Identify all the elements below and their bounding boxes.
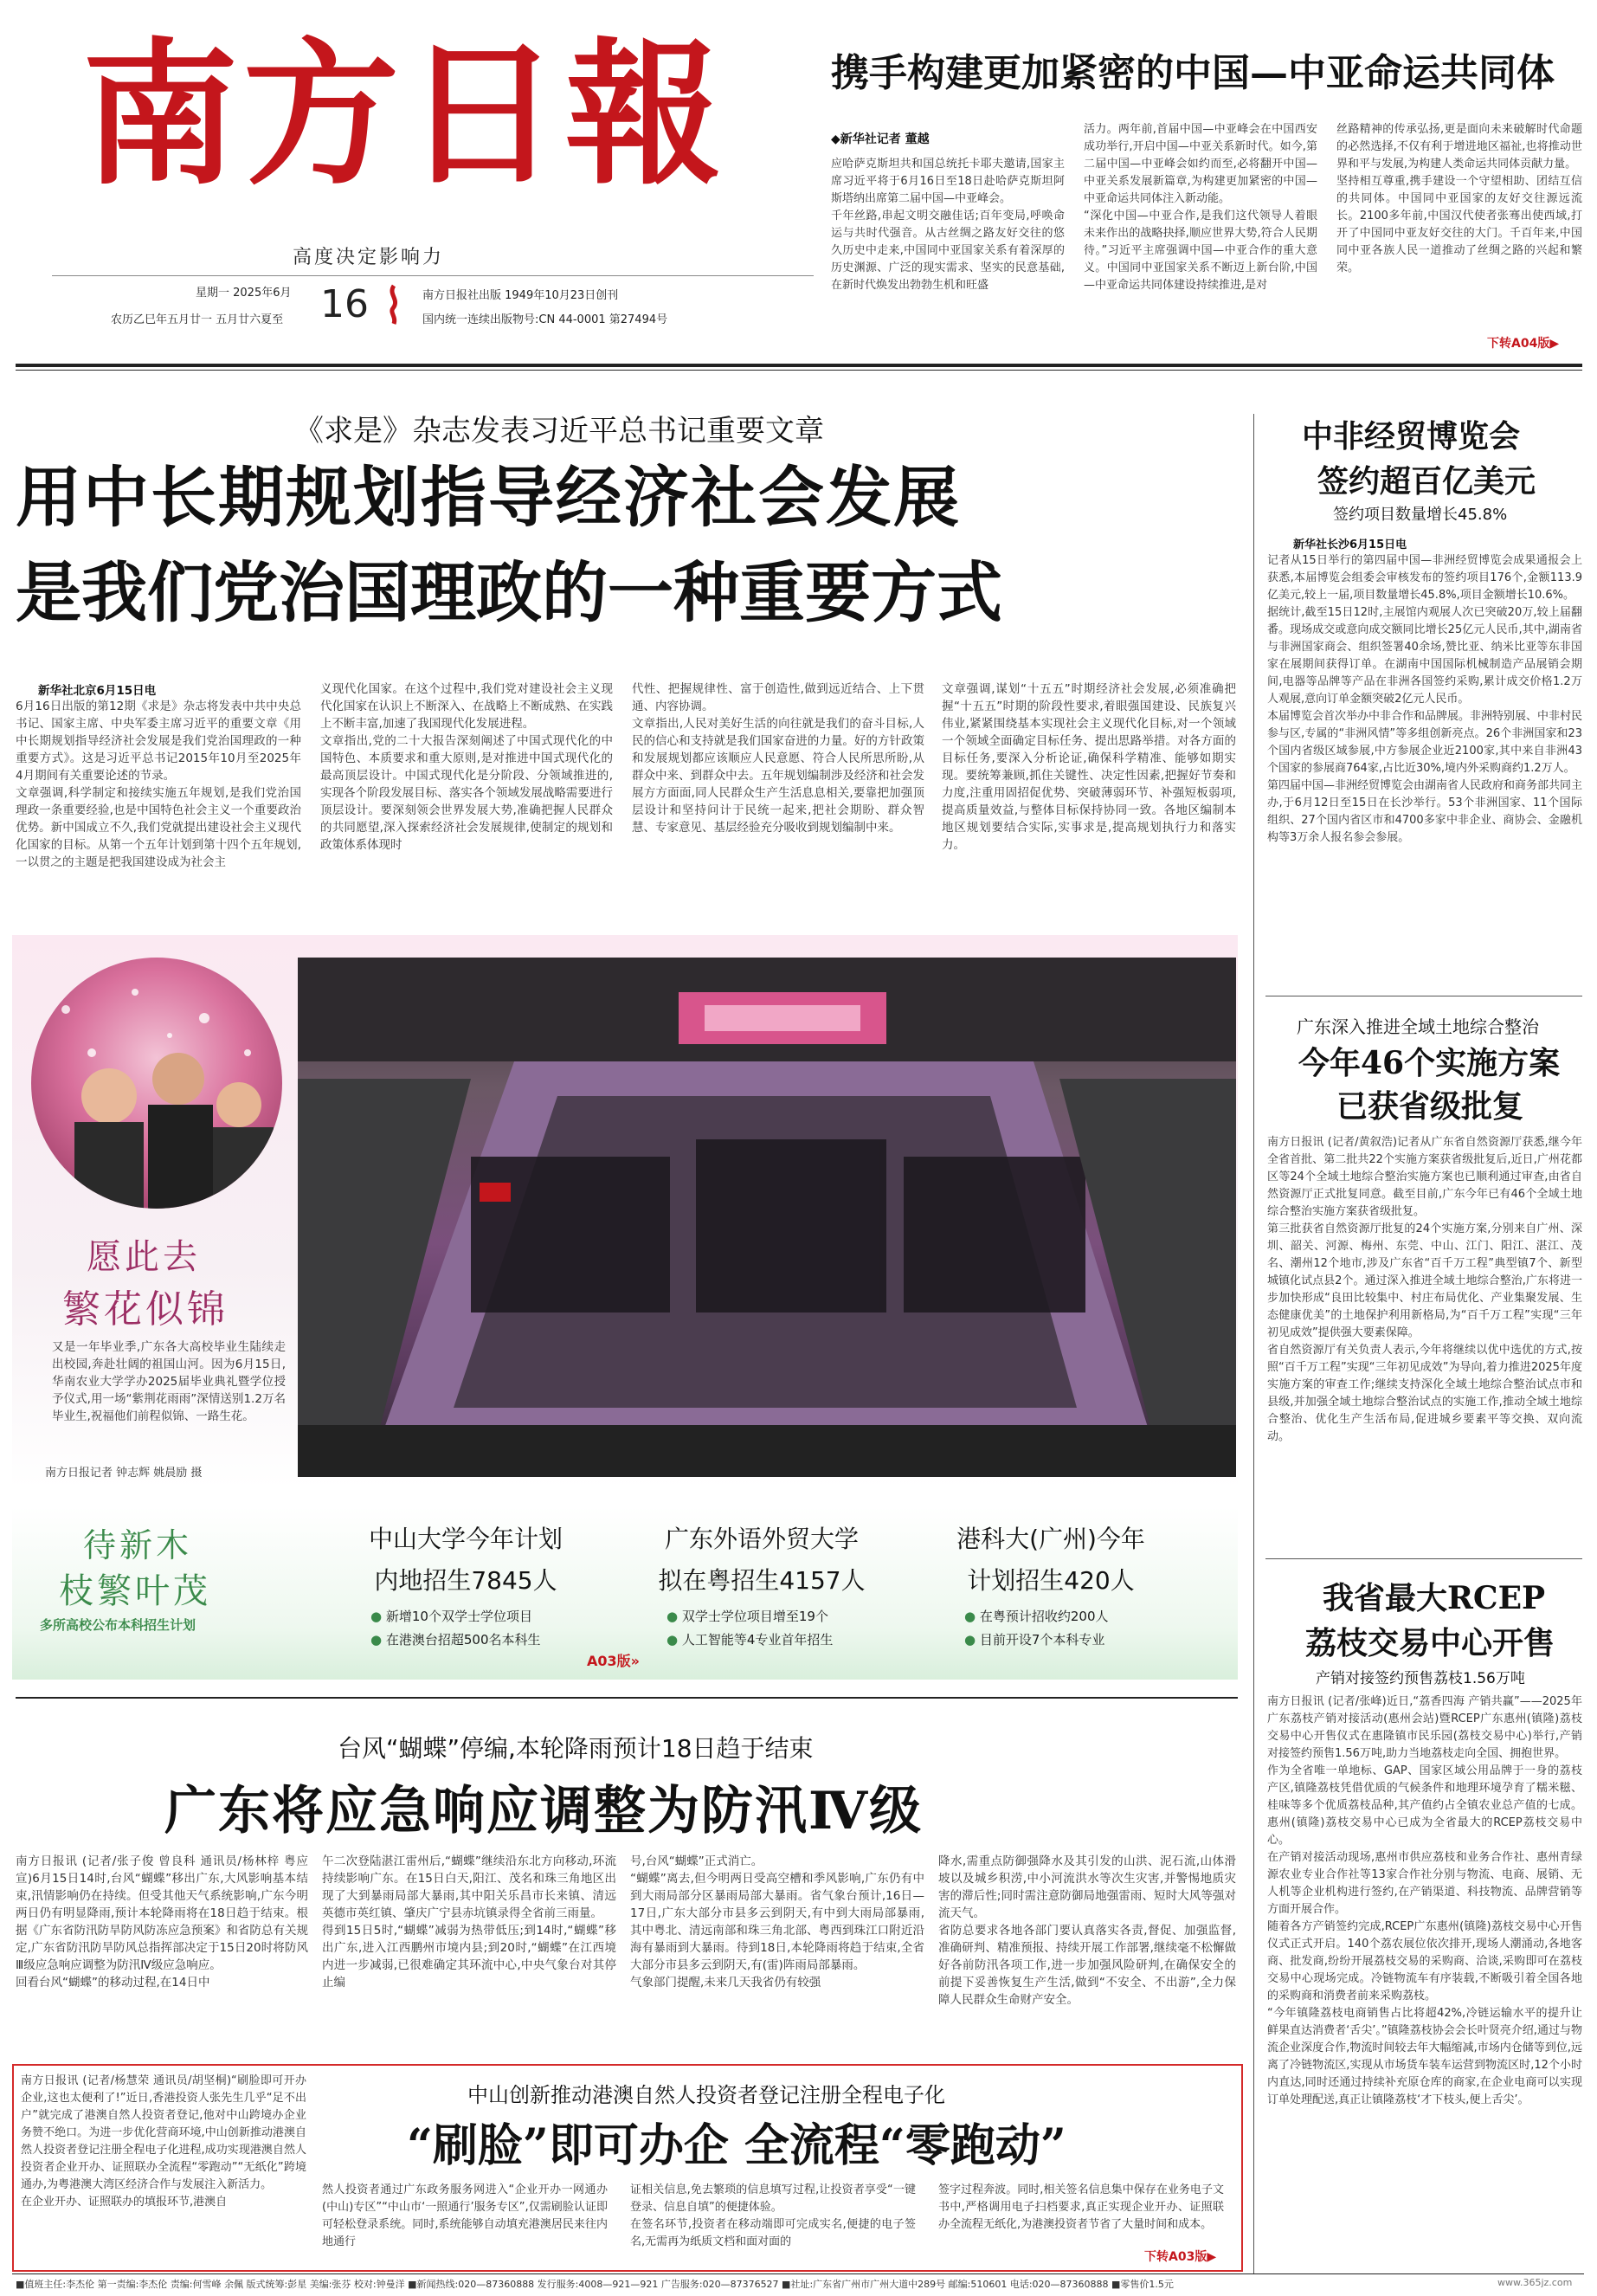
photo-feature-title-2: 繁花似锦 [62, 1287, 229, 1332]
typhoon-col1: 南方日报讯 (记者/张子俊 曾良科 通讯员/杨林梓 粤应宣)6月15日14时,台风“蝴蝶”移出广东,大风影响基本结束,汛情影响仍在持续。但受其他天气系统影响,广东今明两日仍有明显降雨,预计本轮降雨将在18日趋于结束。根据《广东省防汛防旱防风防冻应急预案》和省防总有关规定,广东省防汛防旱防风总指挥部决定于15日20时将防风Ⅲ级应急响应调整为防汛Ⅳ级应急响应。 回看台风“蝴蝶”的移动过程,在14日中 [16, 1854, 308, 1990]
top-story-col2: 活力。两年前,首届中国—中亚峰会在中国西安成功举行,开启中国—中亚关系新时代。如今,第二届中国—中亚峰会如约而至,必将翻开中国—中亚关系发展新篇章,为构建更加紧密的中国—中亚命运共同体注入新动能。 “深化中国—中亚合作,是我们这代领导人着眼未来作出的战略抉择,顺应世界大势,符合人民期待。”习近平主席强调中国—中亚合作的重大意义。中国同中亚国家关系不断迈上新台阶,中国—中亚命运共同体建设持续推进,是对 [1084, 123, 1317, 292]
admissions-item-bullet: 人工智能等4专业首年招生 [681, 1632, 834, 1648]
masthead-weekday-date: 星期一 2025年6月 [196, 287, 292, 300]
side1-body: 记者从15日举行的第四届中国—非洲经贸博览会成果通报会上获悉,本届博览会组委会审核发布的签约项目176个,金额113.9亿美元,较上一届,项目数量增长45.8%,项目金额增长10.6%。 据统计,截至15日12时,主展馆内观展人次已突破20万,较上届翻番。现场成交或意向成交额同比增长25亿元人民币,其中,湖南省与非洲国家商会、组织签署40余场,赞比亚、纳米比亚等东非国家在展期间获得订单。在湖南中国国际机械制造产品展销会期间,电器等品牌等产品在非洲各国签约采购,累计成交价格1.2万人观展,意向订单金额突破2亿元人民币。 本届博览会首次举办中非合作和品牌展。非洲特别展、中非村民参与区,专属的“非洲风情”等多组创新亮点。26个非洲国家和23个国内省级区域参展,中方参展企业近2100家,其中来自非洲43个国家的参展商764家,占比近30%,境内外采购商约1.2万人。 第四届中国—非洲经贸博览会由湖南省人民政府和商务部共同主办,于6月12日至15日在长沙举行。53个非洲国家、11个国际组织、27个国内省区市和4700多家中非企业、商协会、金融机构等3万余人报名参会参展。 [1267, 554, 1582, 844]
bullet-icon: ● [370, 1609, 383, 1624]
admissions-title-2: 枝繁叶茂 [59, 1571, 211, 1611]
admissions-item-headline: 广东外语外贸大学 [664, 1525, 859, 1553]
side1-sub: 签约项目数量增长45.8% [1333, 506, 1508, 524]
side2-body: 南方日报讯 (记者/黄叙浩)记者从广东省自然资源厅获悉,继今年全省首批、第二批共22个实施方案获省级批复后,近日,广州花都区等24个全域土地综合整治实施方案也已顺利通过审查,由省自然资源厅正式批复同意。截至目前,广东今年已有46个全域土地综合整治实施方案获省级批复。 第三批获省自然资源厅批复的24个实施方案,分别来自广州、深圳、韶关、河源、梅州、东莞、中山、江门、阳江、湛江、茂名、潮州12个地市,涉及广东省“百千万工程”典型镇7个、新型城镇化试点县2个。通过深入推进全域土地综合整治,广东将进一步加快形成“良田比较集中、村庄布局优化、产业集聚发展、生态健康优美”的土地保护利用新格局,为“百千万工程”实现“三年初见成效”提供强大要素保障。 省自然资源厅有关负责人表示,今年将继续以优中选优的方式,按照“百千万工程”实现“三年初见成效”为导向,着力推进2025年度实施方案的审查工作;继续支持深化全域土地综合整治试点市和县级,并加强全域土地综合整治试点的实施工作,推动全域土地综合整治、优化生产生活布局,促进城乡要素平等交换、双向流动。 [1267, 1136, 1582, 1443]
admissions-item-bullet: 双学士学位项目增至19个 [681, 1609, 828, 1624]
lead-headline-2: 是我们党治国理政的一种重要方式 [16, 554, 1002, 631]
side2-kicker: 广东深入推进全域土地综合整治 [1297, 1016, 1539, 1037]
bullet-icon: ● [964, 1632, 976, 1648]
admissions-item-3 [921, 1520, 1181, 1648]
top-thick-rule [16, 364, 1582, 367]
photo-feature-body: 又是一年毕业季,广东各大高校毕业生陆续走出校园,奔赴壮阔的祖国山河。因为6月15日,华南农业大学学办2025届毕业典礼暨学位授予仪式,用一场“紫荆花雨雨”深情送别1.2万名毕业生,祝福他们前程似锦、一路生花。 [52, 1340, 286, 1423]
investor-kicker: 中山创新推动港澳自然人投资者登记注册全程电子化 [467, 2083, 945, 2107]
typhoon-kicker: 台风“蝴蝶”停编,本轮降雨预计18日趋于结束 [338, 1734, 814, 1763]
admissions-item-headline: 港科大(广州)今年 [956, 1525, 1145, 1553]
admissions-title-1: 待新木 [83, 1526, 193, 1564]
admissions-subtitle: 多所高校公布本科招生计划 [40, 1617, 196, 1633]
investor-col1: 南方日报讯 (记者/杨慧荣 通讯员/胡坚桐)“刷脸即可开办企业,这也太便利了!”近日,香港投资人张先生几乎“足不出户”就完成了港澳自然人投资者登记,他对中山跨境办企业务赞不绝口。为进一步优化营商环境,中山创新推动港澳自然人投资者登记注册全程电子化进程,成功实现港澳自然人投资者企业开办、证照联办全流程“零跑动”“无纸化”跨境通办,为粤港澳大湾区经济合作与发展注入新活力。 在企业开办、证照联办的填报环节,港澳自 [21, 2074, 306, 2209]
lead-kicker: 《求是》杂志发表习近平总书记重要文章 [294, 414, 824, 448]
investor-col2: 然人投资者通过广东政务服务网进入“企业开办一网通办(中山)专区”“中山市‘一照通行’服务专区”,仅需刷脸认证即可轻松登录系统。同时,系统能够自动填充港澳居民来往内地通行 [322, 2183, 608, 2248]
top-story-col3: 丝路精神的传承弘扬,更是面向未来破解时代命题的必然选择,不仅有利于增进地区福祉,也将推动世界和平与发展,为构建人类命运共同体贡献力量。 坚持相互尊重,携手建设一个守望相助、团结互信的共同体。中国同中亚国家的友好交往源远流长。2100多年前,中国汉代使者张骞出使西域,打开了中国同中亚友好交往的大门。千百年来,中国同中亚各族人民一道推动了丝绸之路的兴起和繁荣。 [1336, 123, 1582, 274]
top-story-continue[interactable]: 下转A04版▶ [1487, 337, 1560, 351]
top-story-col1: 应哈萨克斯坦共和国总统托卡耶夫邀请,国家主席习近平将于6月16日至18日赴哈萨克斯坦阿斯塔纳出席第二届中国—中亚峰会。 千年丝路,串起文明交融佳话;百年变局,呼唤命运与共时代强音。从古丝绸之路友好交往的悠久历史中走来,中国同中亚国家关系有着深厚的历史渊源、广泛的现实需求、坚实的民意基础,在新时代焕发出勃勃生机和旺盛 [831, 158, 1065, 292]
bullet-icon: ● [370, 1632, 383, 1648]
top-story-headline: 携手构建更加紧密的中国—中亚命运共同体 [831, 51, 1555, 95]
admissions-item-headline: 计划招生420人 [967, 1566, 1135, 1595]
top-thin-rule [16, 370, 1582, 371]
lead-col3: 代性、把握规律性、富于创造性,做到远近结合、上下贯通、内容协调。 文章指出,人民对美好生活的向往就是我们的奋斗目标,人民的信心和支持就是我们国家奋进的力量。好的方针政策和发展规划都应该顺应人民意愿、符合人民所思所盼,从群众中来、到群众中去。五年规划编制涉及经济和社会发展方方面面,同人民群众生产生活息息相关,要靠把加强顶层设计和坚持问计于民统一起来,把社会期盼、群众智慧、专家意见、基层经验充分吸收到规划编制中来。 [632, 682, 924, 835]
side2-headline-2: 已获省级批复 [1336, 1088, 1524, 1125]
side3-headline-2: 荔枝交易中心开售 [1305, 1625, 1555, 1661]
investor-continue[interactable]: 下转A03版▶ [1144, 2250, 1217, 2264]
masthead-publisher: 南方日报社出版 1949年10月23日创刊 [422, 289, 619, 302]
typhoon-headline: 广东将应急响应调整为防汛Ⅳ级 [164, 1781, 924, 1841]
side2-headline-1: 今年46个实施方案 [1298, 1045, 1561, 1081]
bullet-icon: ● [666, 1609, 679, 1624]
side1-headline-2: 签约超百亿美元 [1317, 463, 1536, 500]
column-divider [1253, 414, 1254, 2273]
admissions-item-2 [623, 1520, 900, 1648]
admissions-item-bullet: 新增10个双学士学位项目 [385, 1609, 532, 1624]
admissions-item-bullet: 在粤预计招收约200人 [979, 1609, 1109, 1624]
top-story-byline: ◆新华社记者 董越 [831, 132, 930, 146]
masthead-rule [52, 275, 814, 276]
admissions-item-headline: 拟在粤招生4157人 [658, 1566, 866, 1595]
bullet-icon: ● [964, 1609, 976, 1624]
admissions-item-1 [336, 1520, 596, 1648]
masthead-day: 16 [320, 282, 369, 326]
side3-headline-1: 我省最大RCEP [1323, 1580, 1546, 1616]
footer-credits: ■值班主任:李杰伦 第一责编:李杰伦 责编:何雪峰 余佩 版式统筹:彭星 美编:张芬 校对:钟曼洋 ■新闻热线:020—87360888 发行服务:4008—921—921 广告服务:020—87376527 ■社址:广东省广州市广州大道中289号 邮编:510601 电话:020—87360888 ■零售价1.5元 [16, 2279, 1174, 2290]
lead-col2: 义现代化国家。在这个过程中,我们党对建设社会主义现代化国家在认识上不断深入、在战略上不断成熟、在实践上不断丰富,加速了我国现代化发展进程。 文章指出,党的二十大报告深刻阐述了中国式现代化的中国特色、本质要求和重大原则,是对推进中国式现代化的最高顶层设计。中国式现代化是分阶段、分领域推进的,实现各个阶段发展目标、落实各个领域发展战略需要进行顶层设计。要深刻领会世界发展大势,准确把握人民群众的共同愿望,深入探索经济社会发展规律,使制定的规划和政策体系体现时 [320, 682, 613, 852]
photo-feature-title-1: 愿此去 [87, 1237, 201, 1277]
watermark: www.365jz.com [1497, 2277, 1573, 2288]
investor-headline: “刷脸”即可办企 全流程“零跑动” [407, 2119, 1066, 2172]
lead-dateline: 新华社北京6月15日电 [38, 684, 157, 698]
lead-col1: 6月16日出版的第12期《求是》杂志将发表中共中央总书记、国家主席、中央军委主席习近平的重要文章《用中长期规划指导经济社会发展是我们党治国理政的一种重要方式》。这是习近平总书记2015年10月至2025年4月期间有关重要论述的节录。 文章强调,科学制定和接续实施五年规划,是我们党治国理政一条重要经验,也是中国特色社会主义一个重要政治优势。新中国成立不久,我们党就提出建设社会主义现代化国家的目标。从第一个五年计划到第十四个五年规划,一以贯之的主题是把我国建设成为社会主 [16, 700, 301, 869]
investor-col4: 签字过程奔波。同时,相关签名信息集中保存在业务电子文书中,严格调用电子扫档要求,真正实现企业开办、证照联办全流程无纸化,为港澳投资者节省了大量时间和成本。 [938, 2183, 1224, 2231]
lead-headline-1: 用中长期规划指导经济社会发展 [16, 459, 961, 536]
bullet-icon: ● [666, 1632, 679, 1648]
admissions-continue-link[interactable]: A03版» [587, 1653, 640, 1669]
graduate-portrait-circle [31, 958, 282, 1209]
masthead-emblem-icon [381, 284, 407, 326]
side1-headline-1: 中非经贸博览会 [1302, 418, 1521, 455]
admissions-item-headline: 内地招生7845人 [374, 1566, 557, 1595]
side3-sub: 产销对接签约预售荔枝1.56万吨 [1316, 1670, 1525, 1687]
typhoon-col4: 降水,需重点防御强降水及其引发的山洪、泥石流,山体滑坡以及城乡积涝,中小河流洪水等次生灾害,并警惕地质灾害的滞后性;同时需注意防御局地强雷雨、短时大风等强对流天气。 省防总要求各地各部门要认真落实各责,督促、加强监督,准确研判、精准预报、持续开展工作部署,继续毫不松懈做好各前防汛各项工作,进一步加强风险研判,在确保安全的前提下妥善恢复生产生活,做到“不安全、不出游”,全力保障人民群众生命财产安全。 [938, 1854, 1236, 2007]
investor-col3: 证相关信息,免去繁琐的信息填写过程,让投资者享受“一键登录、信息自填”的便捷体验。 在签名环节,投资者在移动端即可完成实名,便捷的电子签名,无需再为纸质文档和面对面的 [630, 2183, 916, 2248]
footer-rule [12, 2273, 1584, 2274]
side-rule [1265, 1558, 1582, 1559]
side3-body: 南方日报讯 (记者/张峰)近日,“荔香四海 产销共赢”——2025年广东荔枝产销对接活动(惠州会站)暨RCEP广东惠州(镇隆)荔枝交易中心开售仪式在惠隆镇市民乐园(荔枝交易中心)举行,产销对接签约预售1.56万吨,助力当地荔枝走向全国、拥抱世界。 作为全省唯一单地标、GAP、国家区域公用品牌于一身的荔枝产区,镇隆荔枝凭借优质的气候条件和地理环境孕育了糯米糍、桂味等多个优质荔枝品种,其产值约占全镇农业总产值的七成。惠州(镇隆)荔枝交易中心已成为全省最大的RCEP荔枝交易中心。 在产销对接活动现场,惠州市供应荔枝和业务合作社、惠州青绿源农业专业合作社等13家合作社分别与物流、电商、展销、无人机等企业机构进行签约,在产销渠道、科技物流、品牌营销等方面开展合作。 随着各方产销签约完成,RCEP广东惠州(镇隆)荔枝交易中心开售仪式正式开启。140个荔农展位依次排开,现场人潮涌动,各地客商、批发商,纷纷开展荔枝交易的采购商、洽谈,采购即可在荔枝交易中心现场完成。冷链物流车有序装载,不断吸引着全国各地的采购商和消费者前来采购荔枝。 “今年镇隆荔枝电商销售占比将超42%,冷链运输水平的提升让鲜果直达消费者‘舌尖’。”镇隆荔枝协会会长叶贤亮介绍,通过与物流企业深度合作,物流时间较去年大幅缩减,市场内仓储等到位,远离了冷链物流区,实现从市场货车装车运营到物流区时,12个小时内直达,同时还通过持续补充原仓库的商家,在企业电商可以实现订单处理配送,真正让镇隆荔枝‘才下枝头,便上舌尖’。 [1267, 1695, 1582, 2106]
photo-feature-credit: 南方日报记者 钟志辉 姚晨励 摄 [45, 1467, 203, 1480]
admissions-item-headline: 中山大学今年计划 [368, 1525, 563, 1553]
masthead-slogan: 高度决定影响力 [293, 247, 445, 268]
admissions-item-bullet: 目前开设7个本科专业 [979, 1632, 1105, 1648]
masthead-lunar: 农历乙巳年五月廿一 五月廿六夏至 [111, 313, 284, 326]
typhoon-col3: 号,台风“蝴蝶”正式消亡。 “蝴蝶”离去,但今明两日受高空槽和季风影响,广东仍有中到大雨局部分区暴雨局部大暴雨。省气象台预计,16日—17日,广东大部分市县多云到阴天,有中到大雨局部暴雨,其中粤北、清远南部和珠三角北部、粤西到珠江口附近沿海有暴雨到大暴雨。待到18日,本轮降雨将趋于结束,全省大部分市县多云到阴天,有(雷)阵雨局部暴雨。 气象部门提醒,未来几天我省仍有较强 [630, 1854, 924, 1990]
side1-dateline: 新华社长沙6月15日电 [1293, 539, 1407, 551]
section-rule [16, 1697, 1238, 1699]
typhoon-col2: 午二次登陆湛江雷州后,“蝴蝶”继续沿东北方向移动,环流持续影响广东。在15日白天,阳江、茂名和珠三角地区出现了大到暴雨局部大暴雨,其中阳关乐昌市长来镇、清远英德市英红镇、肇庆广宁县赤坑镇录得全省前三雨量。 得到15日5时,“蝴蝶”减弱为热带低压;到14时,“蝴蝶”移出广东,进入江西鹏州市境内县;到20时,“蝴蝶”在江西境内进一步减弱,已很难确定其环流中心,中央气象台对其停止编 [322, 1854, 616, 1990]
graduation-ceremony-photo [298, 958, 1236, 1477]
masthead-cn-code: 国内统一连续出版物号:CN 44-0001 第27494号 [422, 313, 668, 326]
admissions-item-bullet: 在港澳台招超500名本科生 [385, 1632, 541, 1648]
masthead-logo: 南方日報 [82, 23, 727, 206]
lead-col4: 文章强调,谋划“十五五”时期经济社会发展,必须准确把握“十五五”时期的阶段性要求,着眼强国建设、民族复兴伟业,紧紧围绕基本实现社会主义现代化目标,对一个领域一个领域全面确定目标任务、提出思路举措。对各方面的目标任务,要深入分析论证,确保科学精准、能够如期实现。要统筹兼顾,抓住关键性、决定性因素,把握好节奏和力度,注重用固招促优势、突破薄弱环节、补强短板弱项,提高质量效益,与整体目标保持协同一致。各地区编制本地区规划要结合实际,实事求是,提高规划执行力和落实力。 [942, 682, 1236, 852]
